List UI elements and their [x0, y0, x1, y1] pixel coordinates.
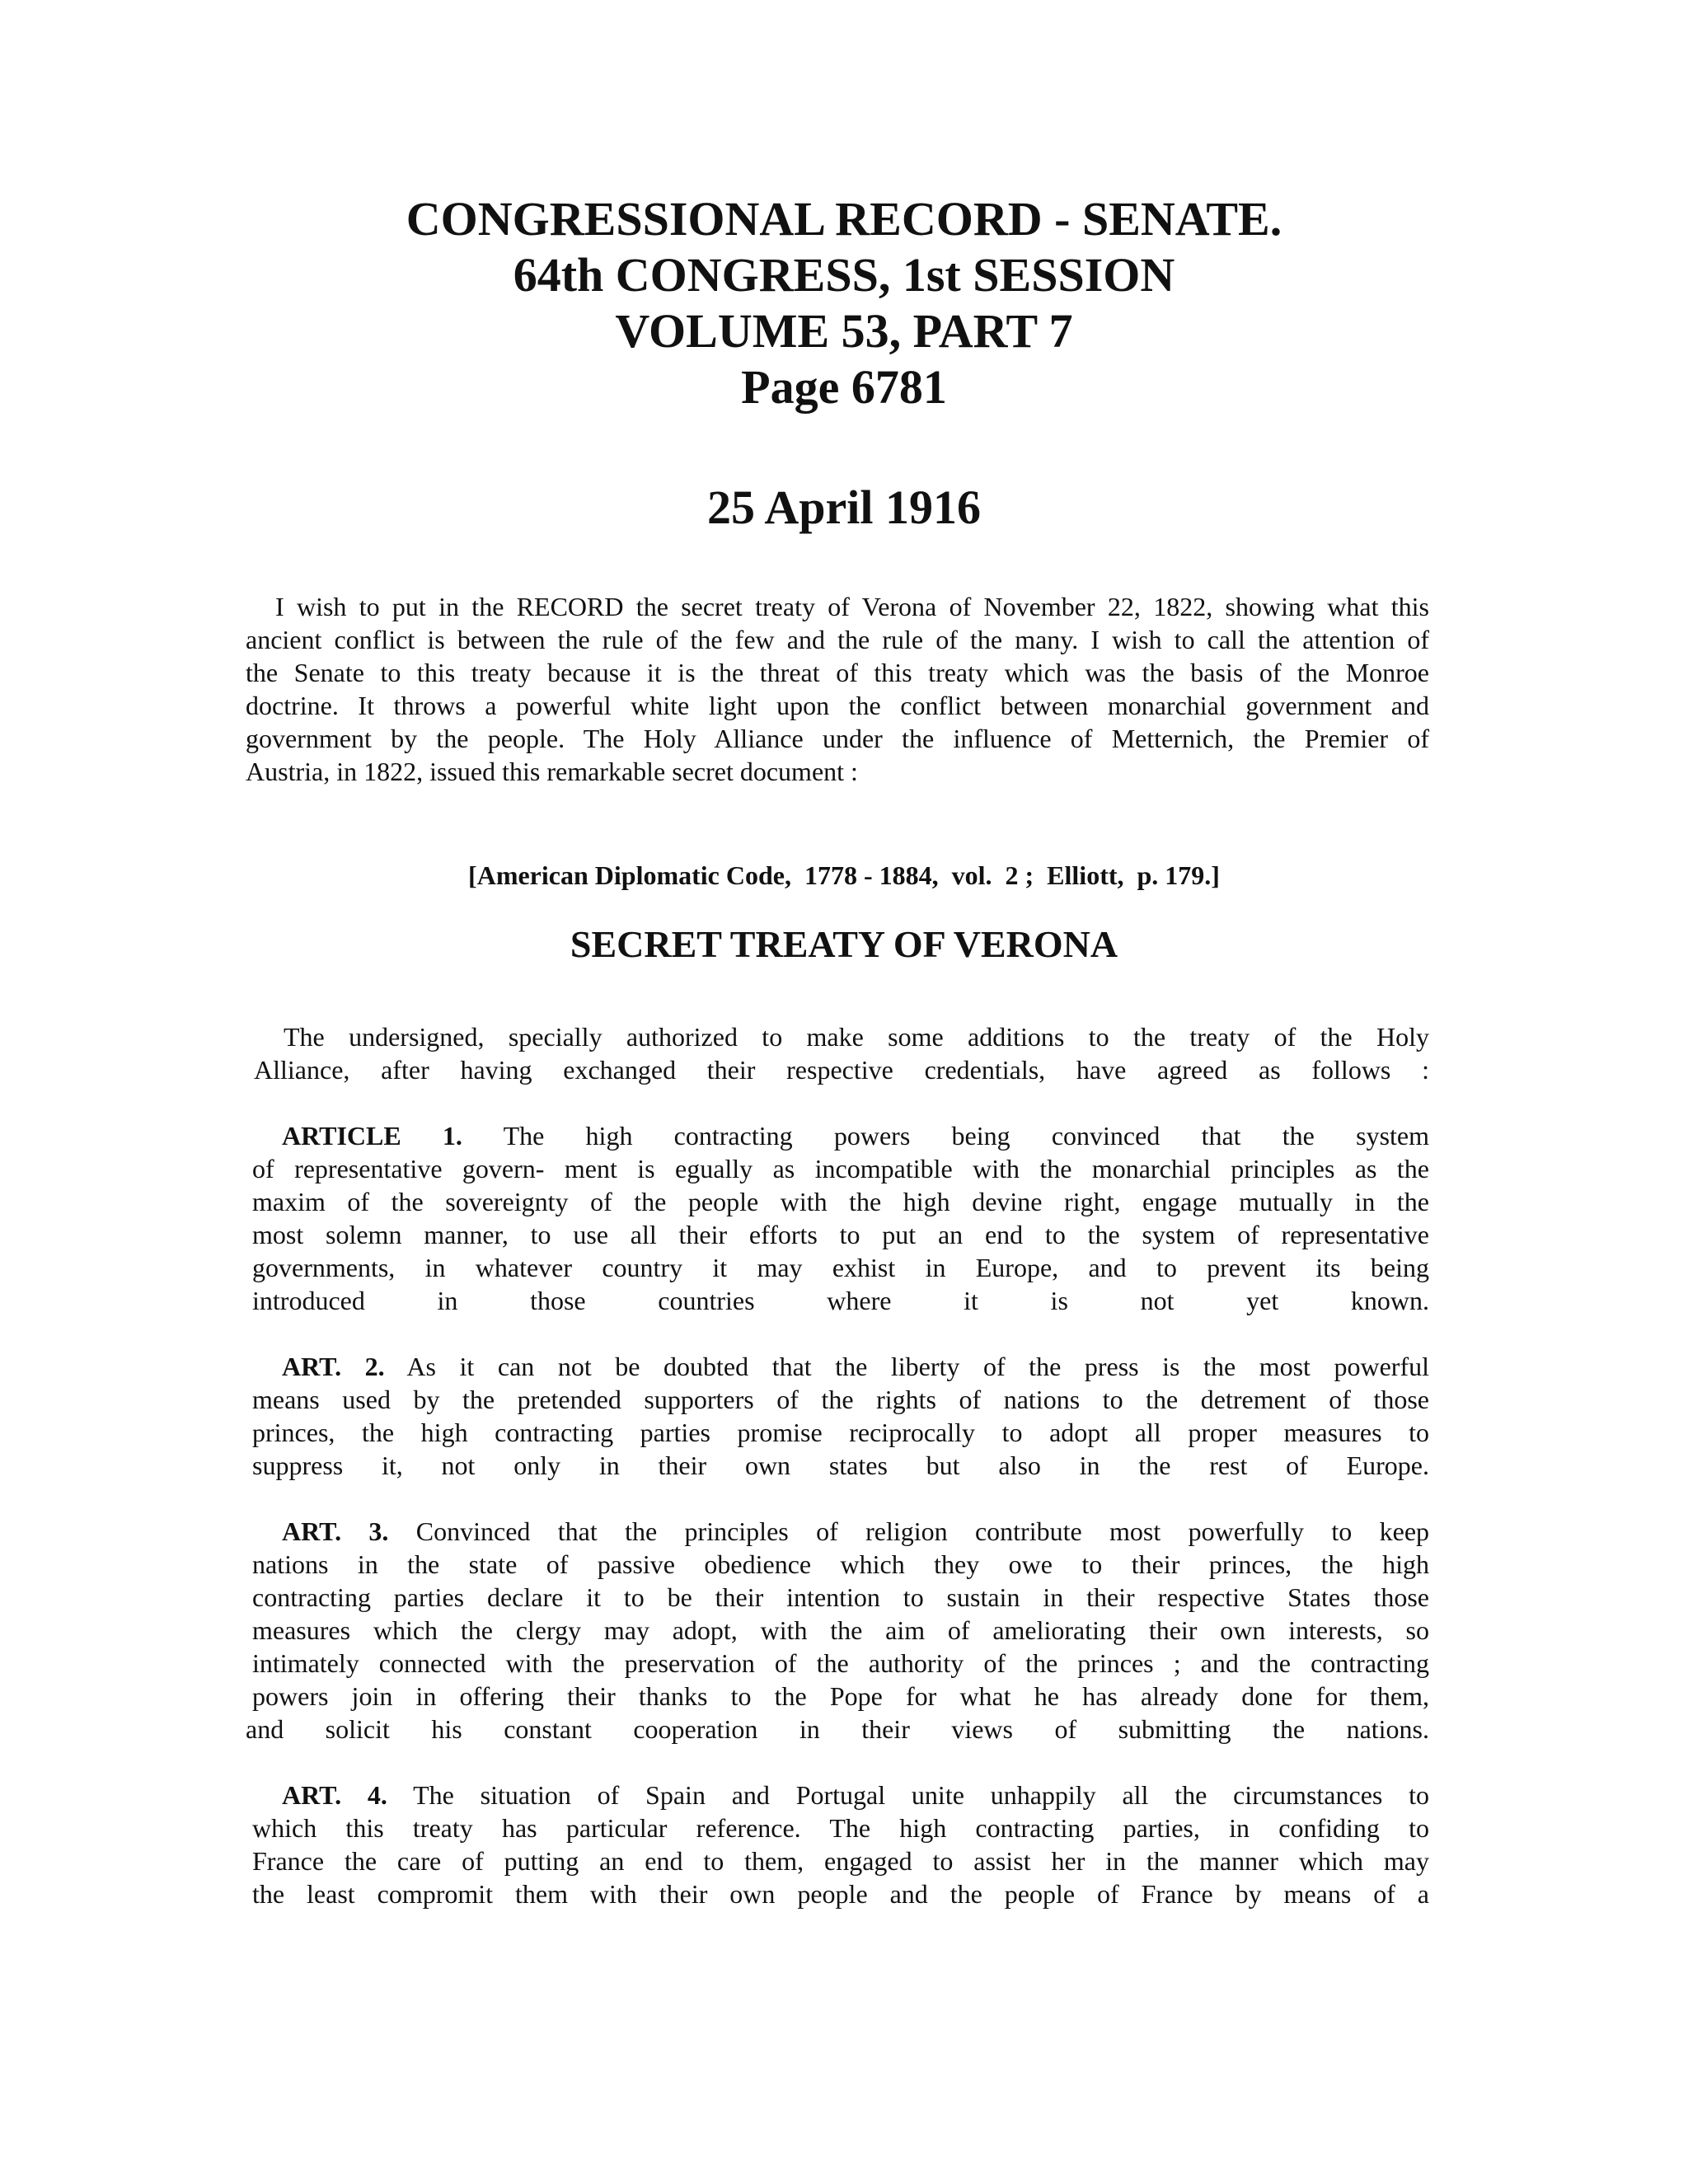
article-text: As it can not be doubted that the liberty of the press is the most powerful [406, 1352, 1430, 1381]
article-text: Convinced that the principles of religion contribute most powerfully to keep [415, 1516, 1430, 1546]
intro-line: doctrine. It throws a powerful white light upon the conflict between monarchial government and [246, 691, 1429, 720]
citation: [American Diplomatic Code, 1778 - 1884, vol. 2 ; Elliott, p. 179.] [468, 860, 1220, 890]
article-label: ART. 3. [282, 1516, 389, 1546]
article-line: and solicit his constant cooperation in their views of submitting the nations. [246, 1714, 1429, 1744]
article-line: the least compromit them with their own people and the people of France by means of a [252, 1879, 1429, 1909]
article-line: measures which the clergy may adopt, with the aim of ameliorating their own interests, so [252, 1615, 1429, 1645]
article-line: contracting parties declare it to be their intention to sustain in their respective States those [252, 1582, 1429, 1612]
article-4 [252, 1779, 1429, 1910]
article-line: France the care of putting an end to them, engaged to assist her in the manner which may [252, 1846, 1429, 1876]
article-line: suppress it, not only in their own states but also in the rest of Europe. [252, 1451, 1429, 1480]
intro-line: Austria, in 1822, issued this remarkable secret document : [246, 757, 858, 786]
intro-line: ancient conflict is between the rule of the few and the rule of the many. I wish to call the attention of [246, 625, 1429, 654]
article-line: which this treaty has particular reference. The high contracting parties, in confiding to [252, 1813, 1429, 1843]
intro-line: I wish to put in the RECORD the secret treaty of Verona of November 22, 1822, showing what this [275, 592, 1429, 621]
article-line: means used by the pretended supporters of the rights of nations to the detrement of those [252, 1385, 1429, 1414]
article-line: of representative govern- ment is egually as incompatible with the monarchial principles as the [252, 1154, 1429, 1183]
record-header [0, 191, 1688, 415]
intro-paragraph [246, 590, 1429, 788]
preamble-line: The undersigned, specially authorized to make some additions to the treaty of the Holy [284, 1022, 1429, 1052]
article-text: The situation of Spain and Portugal unite unhappily all the circumstances to [413, 1780, 1430, 1810]
article-line: princes, the high contracting parties promise reciprocally to adopt all proper measures to [252, 1418, 1429, 1447]
article-first-line [252, 1779, 1429, 1811]
preamble-line: Alliance, after having exchanged their respective credentials, have agreed as follows : [254, 1055, 1429, 1085]
treaty-title: SECRET TREATY OF VERONA [570, 923, 1118, 965]
article-2 [252, 1350, 1429, 1482]
article-first-line [252, 1350, 1429, 1383]
article-line: intimately connected with the preservation of the authority of the princes ; and the contracting [252, 1648, 1429, 1678]
article-line: introduced in those countries where it is not yet known. [252, 1286, 1429, 1315]
header-title: CONGRESSIONAL RECORD - SENATE. [406, 192, 1282, 246]
article-3 [246, 1515, 1430, 1746]
header-volume: VOLUME 53, PART 7 [615, 304, 1073, 358]
preamble-paragraph [254, 1020, 1429, 1086]
article-first-line [252, 1119, 1429, 1152]
article-label: ARTICLE 1. [282, 1121, 462, 1151]
article-label: ART. 4. [282, 1780, 387, 1810]
article-line: nations in the state of passive obedience which they owe to their princes, the high [252, 1549, 1429, 1579]
article-first-line [252, 1515, 1429, 1548]
article-line: powers join in offering their thanks to the Pope for what he has already done for them, [252, 1681, 1429, 1711]
article-label: ART. 2. [282, 1352, 385, 1381]
intro-line: the Senate to this treaty because it is the threat of this treaty which was the basis of the Monroe [246, 658, 1429, 687]
article-1 [252, 1119, 1429, 1317]
article-line: governments, in whatever country it may exhist in Europe, and to prevent its being [252, 1253, 1429, 1282]
article-line: most solemn manner, to use all their efforts to put an end to the system of representative [252, 1220, 1429, 1249]
record-date: 25 April 1916 [707, 480, 981, 534]
header-page-number: Page 6781 [741, 360, 947, 414]
article-text: The high contracting powers being convinced that the system [503, 1121, 1430, 1151]
article-line: maxim of the sovereignty of the people with the high devine right, engage mutually in the [252, 1187, 1429, 1216]
intro-line: government by the people. The Holy Alliance under the influence of Metternich, the Premier of [246, 724, 1429, 753]
header-congress: 64th CONGRESS, 1st SESSION [513, 248, 1175, 302]
